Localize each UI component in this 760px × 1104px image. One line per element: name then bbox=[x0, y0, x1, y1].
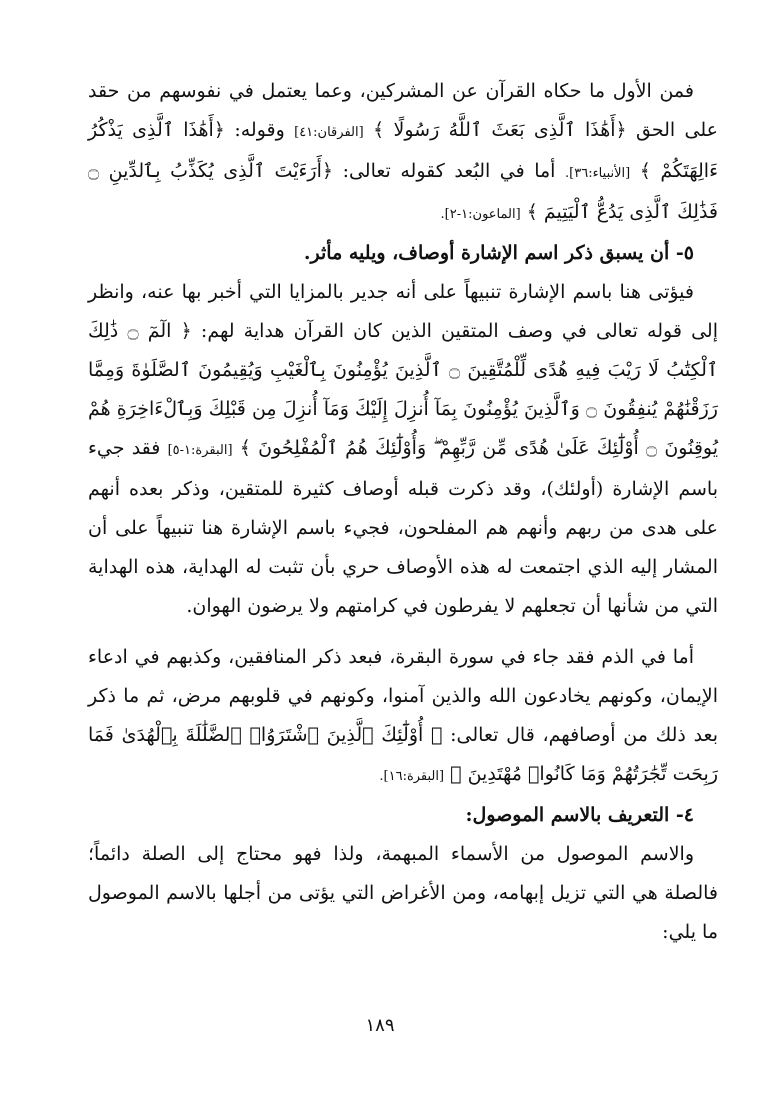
quran-verse-baqara-1-5: ﴿ الٓمٓ ۝ ذَٰلِكَ ٱلْكِتَٰبُ لَا رَيْبَ فِيهِ هُدًى لِّلْمُتَّقِينَ ۝ ٱلَّذِينَ يُؤْمِنُونَ بِٱلْغَيْبِ وَيُقِيمُونَ ٱلصَّلَوٰةَ وَمِمَّا رَزَقْنَٰهُمْ يُنفِقُونَ ۝ وَٱلَّذِينَ يُؤْمِنُونَ بِمَآ أُنزِلَ إِلَيْكَ وَمَآ أُنزِلَ مِن قَبْلِكَ وَبِٱلْءَاخِرَةِ هُمْ يُوقِنُونَ ۝ أُوْلَٰٓئِكَ عَلَىٰ هُدًى مِّن رَّبِّهِمْ ۖ وَأُوْلَٰٓئِكَ هُمُ ٱلْمُفْلِحُونَ ﴾ bbox=[88, 320, 719, 459]
paragraph-2-intro: فيؤتى هنا باسم الإشارة تنبيهاً على أنه جدير بالمزايا التي أخبر بها عنه، وانظر إلى قوله تعالى في وصف المتقين الذين كان القرآن هداية لهم: bbox=[88, 281, 718, 342]
paragraph-2 bbox=[88, 273, 718, 626]
quran-verse-maun: ﴿أَرَءَيْتَ ٱلَّذِى يُكَذِّبُ بِٱلدِّينِ ۝ فَذَٰلِكَ ٱلَّذِى يَدُعُّ ٱلْيَتِيمَ ﴾ bbox=[88, 160, 718, 223]
paragraph-3-intro: أما في الذم فقد جاء في سورة البقرة، فبعد ذكر المنافقين، وكذبهم في ادعاء الإيمان، وكونهم يخادعون الله والذين آمنوا، وكونهم في قلوبهم مرض، ثم ما ذكر بعد ذلك من أوصافهم، قال تعالى: bbox=[88, 646, 719, 746]
quran-verse-anbiya: ﴿أَهَٰذَا ٱلَّذِى يَذْكُرُ ءَالِهَتَكُمْ ﴾ bbox=[88, 119, 719, 182]
verse-reference-furqan: [الفرقان:٤١] bbox=[294, 125, 364, 140]
paragraph-2-body: فقد جيء باسم الإشارة (أولئك)، وقد ذكرت قبله أوصاف كثيرة للمتقين، وذكر بعده أنهم على هدى من ربهم وأنهم هم المفلحون، فجيء باسم الإشارة هنا تنبيهاً على أن المشار إليه الذي اجتمعت له هذه الأوصاف حري بأن تثبت له الهداية، هذه الهداية التي من شأنها أن تجعلهم لا يفرطون في كرامتهم ولا يرضون الهوان. bbox=[88, 437, 718, 617]
verse-reference-baqara-16: [البقرة:١٦]. bbox=[379, 769, 445, 784]
paragraph-1-intro: فمن الأول ما حكاه القرآن عن المشركين، وعما يعتمل في نفوسهم من حقد على الحق bbox=[88, 80, 718, 141]
section-heading-4: ٤- التعريف بالاسم الموصول: bbox=[465, 804, 694, 826]
section-heading-5: ٥- أن يسبق ذكر اسم الإشارة أوصاف، ويليه مأثر. bbox=[303, 242, 694, 264]
paragraph-3 bbox=[88, 638, 718, 796]
paragraph-1-distance-intro: أما في البُعد كقوله تعالى: bbox=[342, 160, 556, 182]
quran-verse-furqan: ﴿أَهَٰذَا ٱلَّذِى بَعَثَ ٱللَّهُ رَسُولًا ﴾ bbox=[373, 119, 627, 141]
paragraph-spacer bbox=[88, 626, 718, 638]
verse-reference-anbiya: [الأنبياء:٣٦]. bbox=[565, 166, 631, 181]
verse-reference-baqara-1-5: [البقرة:١-٥] bbox=[167, 443, 233, 458]
page-number: ١٨٩ bbox=[365, 1015, 395, 1036]
paragraph-1 bbox=[88, 72, 718, 234]
verse-reference-maun: [الماعون:١-٢]. bbox=[440, 207, 521, 222]
quran-verse-baqara-16: ﴿ أُوْلَٰٓئِكَ ٱلَّذِينَ ٱشْتَرَوُا۟ ٱلضَّلَٰلَةَ بِٱلْهُدَىٰ فَمَا رَبِحَت تِّجَٰرَتُهُمْ وَمَا كَانُوا۟ مُهْتَدِينَ ﴾ bbox=[88, 724, 718, 785]
page-body bbox=[88, 72, 718, 952]
paragraph-1-conjunction: وقوله: bbox=[234, 119, 285, 141]
paragraph-4: والاسم الموصول من الأسماء المبهمة، ولذا فهو محتاج إلى الصلة دائماً؛ فالصلة هي التي تزيل إبهامه، ومن الأغراض التي يؤتى من أجلها بالاسم الموصول ما يلي: bbox=[88, 843, 718, 943]
